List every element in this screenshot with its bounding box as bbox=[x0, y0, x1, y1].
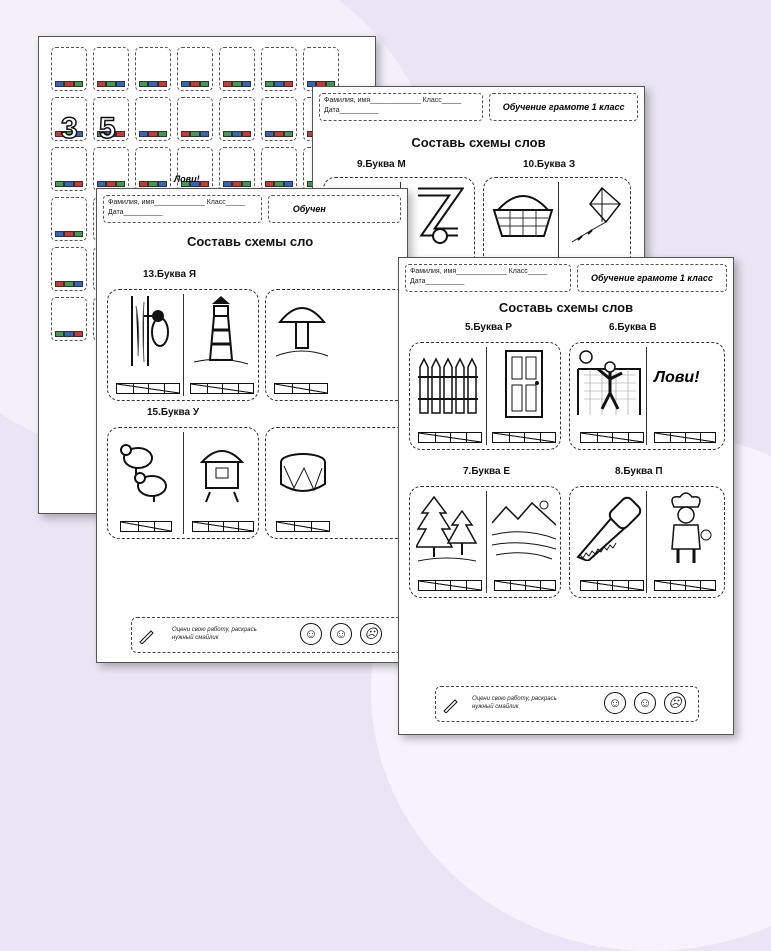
kite-picture bbox=[568, 184, 624, 248]
date-field: Дата__________ bbox=[324, 107, 379, 114]
woodpecker-picture bbox=[114, 296, 176, 366]
sheet-header bbox=[405, 264, 727, 292]
worksheet-left bbox=[96, 188, 408, 663]
course-title: Обучение грамоте 1 класс bbox=[489, 93, 638, 121]
landscape-picture bbox=[492, 493, 556, 567]
word-schema-4 bbox=[580, 580, 644, 591]
word-schema-4 bbox=[654, 580, 716, 591]
course-title: Обучен bbox=[268, 195, 401, 223]
self-assessment-footer bbox=[131, 617, 405, 653]
self-assessment-footer bbox=[435, 686, 699, 722]
letter-caption: 7.Буква Е bbox=[463, 466, 510, 477]
word-schema-3 bbox=[274, 383, 328, 394]
name-date-box bbox=[405, 264, 571, 292]
word-schema-4 bbox=[116, 383, 180, 394]
letter-z-picture bbox=[412, 184, 464, 246]
word-card bbox=[107, 289, 259, 401]
color-schema-bar bbox=[97, 81, 125, 87]
smiley-sad-icon: ☹ bbox=[360, 623, 382, 645]
worksheet-title: Составь схемы сло bbox=[187, 234, 314, 249]
card-divider bbox=[486, 347, 487, 445]
smiley-neutral-icon: ☺ bbox=[330, 623, 352, 645]
picture-tile bbox=[261, 97, 297, 141]
sheet-header bbox=[319, 93, 638, 121]
footer-text: Оцени свою работу, раскрась нужный смайлик bbox=[172, 627, 257, 641]
smiley-happy-icon: ☺ bbox=[604, 692, 626, 714]
color-schema-bar bbox=[55, 331, 83, 337]
word-schema-4 bbox=[494, 580, 556, 591]
card-divider bbox=[486, 491, 487, 593]
letter-caption: 10.Буква З bbox=[523, 159, 576, 170]
sheet-header bbox=[103, 195, 401, 223]
word-card bbox=[265, 289, 408, 401]
picture-tile bbox=[177, 147, 213, 191]
saw-picture bbox=[574, 495, 642, 561]
chef-picture bbox=[656, 491, 716, 567]
pencil-icon bbox=[442, 695, 460, 713]
letter-caption: 6.Буква В bbox=[609, 322, 657, 333]
color-schema-bar bbox=[265, 181, 293, 187]
word-schema-4 bbox=[418, 432, 482, 443]
color-schema-bar bbox=[181, 81, 209, 87]
card-divider bbox=[646, 347, 647, 445]
picture-tile bbox=[219, 47, 255, 91]
picture-tile bbox=[219, 147, 255, 191]
number-5-picture: 5 bbox=[99, 112, 116, 145]
lighthouse-picture bbox=[190, 296, 252, 368]
picture-tile bbox=[177, 47, 213, 91]
picture-tile bbox=[135, 47, 171, 91]
color-schema-bar bbox=[55, 281, 83, 287]
smiley-sad-icon: ☹ bbox=[664, 692, 686, 714]
word-schema-4 bbox=[580, 432, 644, 443]
color-schema-bar bbox=[55, 231, 83, 237]
worksheet-front bbox=[398, 257, 734, 735]
letter-caption: 13.Буква Я bbox=[143, 269, 197, 280]
name-field: Фамилия, имя_____________ Класс_____ bbox=[324, 97, 462, 104]
card-divider bbox=[646, 491, 647, 593]
card-divider bbox=[183, 294, 184, 396]
pencil-icon bbox=[138, 626, 156, 644]
picture-tile bbox=[177, 97, 213, 141]
letter-caption: 5.Буква Р bbox=[465, 322, 512, 333]
word-schema-4 bbox=[418, 580, 482, 591]
name-date-box bbox=[103, 195, 262, 223]
word-card bbox=[265, 427, 408, 539]
color-schema-bar bbox=[223, 81, 251, 87]
color-schema-bar bbox=[265, 131, 293, 137]
fir-trees-picture bbox=[416, 493, 478, 567]
picture-tile bbox=[51, 147, 87, 191]
word-card bbox=[569, 486, 725, 598]
smiley-happy-icon: ☺ bbox=[300, 623, 322, 645]
worksheet-title: Составь схемы слов bbox=[498, 300, 634, 315]
picture-tile bbox=[93, 47, 129, 91]
drum-picture bbox=[276, 448, 330, 498]
card-divider bbox=[183, 432, 184, 534]
number-3-picture: 3 bbox=[61, 112, 78, 145]
word-schema-4 bbox=[190, 383, 254, 394]
word-schema-4 bbox=[654, 432, 716, 443]
basket-picture bbox=[490, 190, 556, 240]
smiley-neutral-icon: ☺ bbox=[634, 692, 656, 714]
color-schema-bar bbox=[55, 181, 83, 187]
letter-caption: 8.Буква П bbox=[615, 466, 663, 477]
letter-caption: 15.Буква У bbox=[147, 407, 200, 418]
color-schema-bar bbox=[223, 131, 251, 137]
word-card bbox=[409, 486, 561, 598]
color-schema-bar bbox=[181, 131, 209, 137]
color-schema-bar bbox=[265, 81, 293, 87]
lovi-text: Лови! bbox=[654, 369, 700, 386]
picture-tile bbox=[51, 197, 87, 241]
goalkeeper-picture bbox=[576, 349, 642, 419]
picture-tile bbox=[261, 47, 297, 91]
course-title: Обучение грамоте 1 класс bbox=[577, 264, 727, 292]
picture-tile bbox=[219, 97, 255, 141]
word-schema-4 bbox=[492, 432, 556, 443]
date-field: Дата__________ bbox=[410, 278, 465, 285]
lovi-text: Лови! bbox=[174, 174, 200, 184]
picture-tile bbox=[261, 147, 297, 191]
color-schema-bar bbox=[97, 181, 125, 187]
word-schema-3 bbox=[120, 521, 172, 532]
name-date-box bbox=[319, 93, 483, 121]
worksheet-title: Составь схемы слов bbox=[411, 135, 546, 150]
word-schema-3 bbox=[276, 521, 330, 532]
mushroom-picture bbox=[272, 296, 332, 366]
date-field: Дата__________ bbox=[108, 209, 163, 216]
door-picture bbox=[502, 349, 546, 419]
color-schema-bar bbox=[139, 181, 167, 187]
color-schema-bar bbox=[55, 81, 83, 87]
name-field: Фамилия, имя_____________ Класс_____ bbox=[410, 268, 548, 275]
picture-tile bbox=[93, 147, 129, 191]
picture-tile bbox=[135, 147, 171, 191]
word-card bbox=[409, 342, 561, 450]
picture-tile bbox=[51, 247, 87, 291]
picture-tile bbox=[135, 97, 171, 141]
color-schema-bar bbox=[139, 81, 167, 87]
word-schema-4 bbox=[192, 521, 254, 532]
hut-picture bbox=[192, 436, 252, 506]
letter-caption: 9.Буква М bbox=[357, 159, 406, 170]
color-schema-bar bbox=[223, 181, 251, 187]
picture-tile bbox=[51, 47, 87, 91]
hens-picture bbox=[114, 438, 174, 508]
name-field: Фамилия, имя_____________ Класс_____ bbox=[108, 199, 246, 206]
color-schema-bar bbox=[139, 131, 167, 137]
picture-tile bbox=[51, 297, 87, 341]
fence-picture bbox=[416, 353, 478, 417]
picture-tile bbox=[303, 47, 339, 91]
word-card bbox=[107, 427, 259, 539]
word-card bbox=[569, 342, 725, 450]
footer-text: Оцени свою работу, раскрась нужный смайлик bbox=[472, 696, 557, 710]
